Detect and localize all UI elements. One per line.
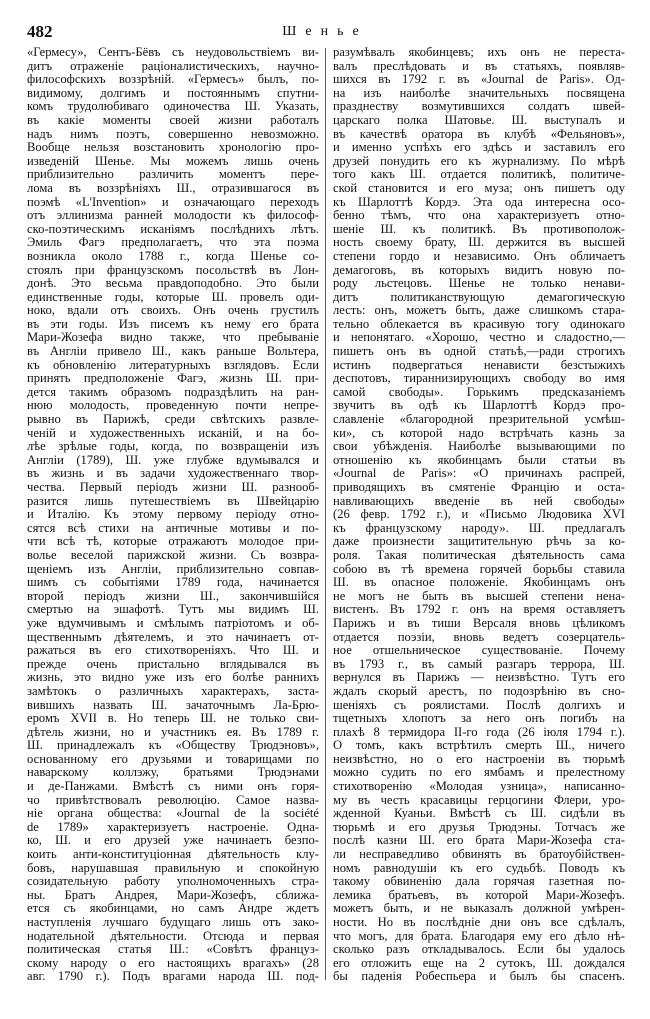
text-line: стихотворенію «Молодая узница», написанно- <box>333 780 625 794</box>
text-line: дитъ отраженіе раціоналистическихъ, научно- <box>27 59 319 73</box>
text-line: щественнымъ дѣятелемъ, и это начинаетъ от- <box>27 630 319 644</box>
text-line: скому народу о его настоящихъ врагахъ» (28 <box>27 956 319 970</box>
text-line: нюю молодость, проведенную почти непре- <box>27 399 319 413</box>
text-line: волье веселой парижской жизни. Съ возвра- <box>27 548 319 562</box>
text-line: Ш. въ опасное положеніе. Якобинцамъ онъ <box>333 576 625 590</box>
text-line: въ 1793 г., въ самый разгаръ террора, Ш. <box>333 657 625 671</box>
text-line: ность своему брату, Ш. держится въ высшей <box>333 236 625 250</box>
text-line: шихся въ 1792 г. въ «Journal de Paris». Од- <box>333 73 625 87</box>
text-line: деспотовъ, тираннизирующихъ свободу во имя <box>333 372 625 386</box>
text-line: звучитъ въ одѣ къ Шарлоттѣ Кордэ про- <box>333 399 625 413</box>
text-line: его отложить еще на 2 сутокъ, Ш. дождался <box>333 956 625 970</box>
text-line: неизвѣстно, но о его настроеніи въ тюрьмѣ <box>333 752 625 766</box>
text-line: ное отшельническое существованіе. Почему <box>333 644 625 658</box>
text-line: и именно успѣхъ его здѣсь и заставилъ его <box>333 141 625 155</box>
text-line: стоялъ при французскомъ посольствѣ въ Лон- <box>27 263 319 277</box>
text-line: ражаться въ его стихотвореніяхъ. Что Ш. и <box>27 644 319 658</box>
text-line: ждалъ скорый арестъ, по подозрѣнію въ сно- <box>333 684 625 698</box>
text-line: ніе органа общества: «Journal de la société <box>27 807 319 821</box>
text-line: къ обновленію литературныхъ взглядовъ. Если <box>27 358 319 372</box>
text-line: щеніемъ изъ Англіи, приблизительно совпав- <box>27 562 319 576</box>
text-line: въ Англіи привело Ш., какъ раньше Вольтера, <box>27 345 319 359</box>
text-line: къ Шарлоттѣ Кордэ. Эта ода интересна осо- <box>333 195 625 209</box>
text-line: бовъ, нарушавшая правильную и спокойную <box>27 861 319 875</box>
text-line: ки», съ которой надо встрѣчать казнь за <box>333 426 625 440</box>
text-line: послѣ казни Ш. его брата Мари-Жозефа ста- <box>333 834 625 848</box>
text-line: чти всѣ тѣ, которые отражаютъ молодое при- <box>27 535 319 549</box>
text-line: плахѣ 8 термидора II-го года (26 іюля 1794 г.). <box>333 725 625 739</box>
text-line: чества. Первый періодъ жизни Ш. разнооб- <box>27 481 319 494</box>
text-line: второй періодъ жизни Ш., закончившійся <box>27 589 319 603</box>
text-line: празднеству возмутившихся солдатъ швей- <box>333 100 625 114</box>
text-line: навливающихъ введеніе въ ней свободы» <box>333 494 625 508</box>
text-line: единственные годы, которые Ш. провелъ оди- <box>27 290 319 304</box>
text-line: «Гермесу», Сентъ-Бёвъ съ неудовольствіемъ ви- <box>27 46 319 59</box>
text-line: Мари-Жозефа видно также, что пребываніе <box>27 331 319 345</box>
text-line: вистенъ. Въ 1792 г. онъ на время оставляетъ <box>333 603 625 617</box>
text-line: принять предположеніе Фагэ, жизнь Ш. при- <box>27 372 319 386</box>
text-line: въ какіе моменты своей жизни работалъ <box>27 113 319 127</box>
text-line: видимому, долгимъ и постояннымъ спутни- <box>27 86 319 100</box>
text-line: шеніе Ш. къ политикѣ. Въ противополож- <box>333 222 625 236</box>
text-line: роду льстецовъ. Шенье не только ненави- <box>333 277 625 291</box>
text-line: возникла около 1788 г., когда Шенье со- <box>27 249 319 263</box>
text-line: прежде очень пристально вглядывался въ <box>27 657 319 671</box>
text-line: не могъ не быть въ высшей степени нена- <box>333 589 625 603</box>
text-line: шимъ съ событіями 1789 года, начинается <box>27 576 319 590</box>
text-line: истинъ подвергаться ненависти безстыжихъ <box>333 358 625 372</box>
text-line: валъ преслѣдовать и въ статьяхъ, появляв- <box>333 59 625 73</box>
text-line: нодательной дѣятельности. Отсюда и первая <box>27 929 319 943</box>
text-line: му въ честь красавицы герцогини Флери, уро- <box>333 793 625 807</box>
text-line: философскихъ воззрѣній. «Гермесъ» былъ, по- <box>27 73 319 87</box>
text-line: уже вдумчивымъ и смѣлымъ патріотомъ и об- <box>27 616 319 630</box>
text-line: и Италію. Къ этому первому періоду отно- <box>27 508 319 522</box>
text-line: сятся всѣ стихи на античные мотивы и по- <box>27 521 319 535</box>
text-line: рывно въ Парижѣ, среди свѣтскихъ развле- <box>27 413 319 427</box>
text-line: дется такимъ образомъ подраздѣлить на ран- <box>27 385 319 399</box>
column-divider <box>325 48 326 980</box>
text-line: свои убѣжденія. Наиболѣе вызывающими по <box>333 440 625 454</box>
left-column <box>27 46 319 984</box>
text-line: поэмѣ «L'Invention» и означающаго переходъ <box>27 195 319 209</box>
text-line: еромъ XVII в. Но теперь Ш. не только сви- <box>27 712 319 726</box>
text-line: «Journal de Paris»: «О причинахъ распрей, <box>333 467 625 481</box>
text-line: ности. Но въ послѣдніе дни онъ все сдѣлалъ, <box>333 916 625 929</box>
text-line: жденной Куаньи. Вмѣстѣ съ Ш. сидѣли въ <box>333 807 625 821</box>
text-line: бенно тѣмъ, что она характеризуетъ отно- <box>333 209 625 223</box>
text-line: О томъ, какъ встрѣтилъ смерть Ш., ничего <box>333 739 625 753</box>
text-line: ченій и художественныхъ исканій, и на бо- <box>27 426 319 440</box>
text-line: номъ равнодушіи къ его судьбѣ. Поводъ къ <box>333 861 625 875</box>
text-line: пишетъ онъ въ одной статьѣ,—ради строгихъ <box>333 345 625 359</box>
text-line: разумѣвалъ якобинцевъ; ихъ онъ не переста- <box>333 46 625 59</box>
text-line: созидательную работу уполномоченныхъ стра- <box>27 875 319 889</box>
text-line: лесть: онъ, можетъ быть, даже слишкомъ стара- <box>333 304 625 318</box>
text-line: собою въ тѣ времена горячей борьбы ставила <box>333 562 625 576</box>
right-column <box>333 46 625 984</box>
text-line: лемика братьевъ, въ которой Мари-Жозефъ. <box>333 888 625 902</box>
text-line: отъ эллинизма ранней молодости къ философ- <box>27 209 319 223</box>
text-line: даже произнести защитительную рѣчь за ко- <box>333 535 625 549</box>
text-line: и де-Панжами. Вмѣстѣ съ ними онъ горя- <box>27 780 319 794</box>
text-line: вившихъ назвать Ш. зачаточнымъ Ла-Брю- <box>27 698 319 712</box>
text-line: комъ трудолюбиваго одиночества Ш. Указать, <box>27 100 319 114</box>
text-line: тщетныхъ хлопотъ за него онъ погибъ на <box>333 712 625 726</box>
text-line: на изъ наиболѣе значительныхъ посвящена <box>333 86 625 100</box>
text-line: донѣ. Это весьма правдоподобно. Это были <box>27 277 319 291</box>
text-line: въ жизнь и въ задачи художественнаго твор- <box>27 467 319 481</box>
text-line: сколько разъ откладывалось. Если бы удалось <box>333 943 625 957</box>
text-line: того какъ Ш. отдается политикѣ, политиче- <box>333 168 625 182</box>
text-line: (26 февр. 1792 г.), и «Письмо Людовика XVI <box>333 508 625 522</box>
text-line: ноко, вдали отъ своихъ. Онъ очень грустилъ <box>27 304 319 318</box>
text-line: отношенію къ якобинцамъ были статьи въ <box>333 453 625 467</box>
text-line: самой свободы». Горькимъ предсказаніемъ <box>333 385 625 399</box>
text-line: тюрьмѣ и его друзья Трюдэны. Тотчасъ же <box>333 820 625 834</box>
text-line: вернулся въ Парижъ — неизвѣстно. Тутъ его <box>333 671 625 685</box>
text-line: дитъ политиканствующую демагогическую <box>333 290 625 304</box>
text-line: основанному его друзьями и товарищами по <box>27 752 319 766</box>
text-line: жизнь, это видно уже изъ его болѣе раннихъ <box>27 671 319 685</box>
text-line: замѣтокъ о различныхъ характерахъ, заста- <box>27 684 319 698</box>
text-line: можетъ быть, и не выказалъ должной умѣрен- <box>333 902 625 916</box>
text-line: коить анти-конституціонная дѣятельность клу- <box>27 848 319 862</box>
text-line: такому обвиненію дала горячая газетная по- <box>333 875 625 889</box>
text-line: бы паденія Робеспьера и былъ бы спасенъ. <box>333 970 625 984</box>
text-line: наварскому коллэжу, братьями Трюдэнами <box>27 766 319 780</box>
text-line: демагоговъ, въ которыхъ видитъ новую по- <box>333 263 625 277</box>
text-line: степени гордо и независимо. Онъ обличаетъ <box>333 249 625 263</box>
text-line: ской становится и его муза; онъ пишетъ оду <box>333 181 625 195</box>
text-line: роля. Такая политическая дѣятельность сама <box>333 548 625 562</box>
text-line: можно судить по его ямбамъ и прелестному <box>333 766 625 780</box>
page-number: 482 <box>27 22 53 41</box>
text-line: друзей понудить его къ журнализму. По мѣрѣ <box>333 154 625 168</box>
text-line: ко, Ш. и его друзей уже начинаетъ безпо- <box>27 834 319 848</box>
text-line: приводящихъ въ смятеніе Францію и оста- <box>333 481 625 494</box>
text-line: ны. Братъ Андрея, Мари-Жозефъ, сближа- <box>27 888 319 902</box>
text-line: чо привѣтствовалъ революцію. Самое назва- <box>27 793 319 807</box>
text-line: авг. 1790 г.). Подъ врагами народа Ш. под- <box>27 970 319 984</box>
text-line: политическая статья Ш.: «Совѣтъ француз- <box>27 943 319 957</box>
text-line: надъ нимъ поэтъ, совершенно невозможно. <box>27 127 319 141</box>
text-line: Ш. принадлежалъ къ «Обществу Трюдэновъ», <box>27 739 319 753</box>
text-line: разится лишь путешествіемъ въ Швейцарію <box>27 494 319 508</box>
text-line: шеніяхъ съ роялистами. Послѣ долгихъ и <box>333 698 625 712</box>
text-line: Англіи (1789), Ш. уже глубже вдумывался и <box>27 453 319 467</box>
text-line: тельно облекается въ красивую тогу одинокаго <box>333 317 625 331</box>
text-line: изведеній Шенье. Мы можемъ лишь очень <box>27 154 319 168</box>
text-line: дѣтель жизни, но и участникъ ея. Въ 1789 г. <box>27 725 319 739</box>
text-line: Парижъ и въ тиши Версаля вновь цѣликомъ <box>333 616 625 630</box>
text-line: лома въ воззрѣніяхъ Ш., отразившагося въ <box>27 181 319 195</box>
text-line: царскаго полка Шатовье. Ш. выступалъ и <box>333 113 625 127</box>
text-line: Эмиль Фагэ предполагаетъ, что эта поэма <box>27 236 319 250</box>
text-line: ско-поэтическимъ исканіямъ послѣднихъ лѣтъ. <box>27 222 319 236</box>
text-line: лѣе зрѣлые годы, когда, по возвращеніи изъ <box>27 440 319 454</box>
text-line: Вообще нельзя возстановить хронологію про- <box>27 141 319 155</box>
text-line: что могъ, для брата. Благодаря ему его дѣло нѣ- <box>333 929 625 943</box>
text-line: и непонятаго. «Хорошо, честно и сладостно,— <box>333 331 625 345</box>
text-line: приблизительно различить моментъ пере- <box>27 168 319 182</box>
text-line: славленіе «благородной презрительной усмѣш- <box>333 413 625 427</box>
text-line: ли несправедливо обвинять въ братоубійствен- <box>333 848 625 862</box>
text-line: наступленія лучшаго будущаго лишь отъ зако- <box>27 916 319 929</box>
running-title: Шенье <box>282 24 368 39</box>
text-line: de 1789» характеризуетъ настроеніе. Одна- <box>27 820 319 834</box>
text-line: ется съ якобинцами, но самъ Андре ждетъ <box>27 902 319 916</box>
text-line: къ французскому народу». Ш. предлагалъ <box>333 521 625 535</box>
text-line: отдается поэзіи, вновь ведетъ созерцатель- <box>333 630 625 644</box>
text-line: смертью на эшафотѣ. Тутъ мы видимъ Ш. <box>27 603 319 617</box>
text-line: въ эти годы. Изъ писемъ къ нему его брата <box>27 317 319 331</box>
text-line: въ качествѣ оратора въ клубѣ «Фельяновъ», <box>333 127 625 141</box>
